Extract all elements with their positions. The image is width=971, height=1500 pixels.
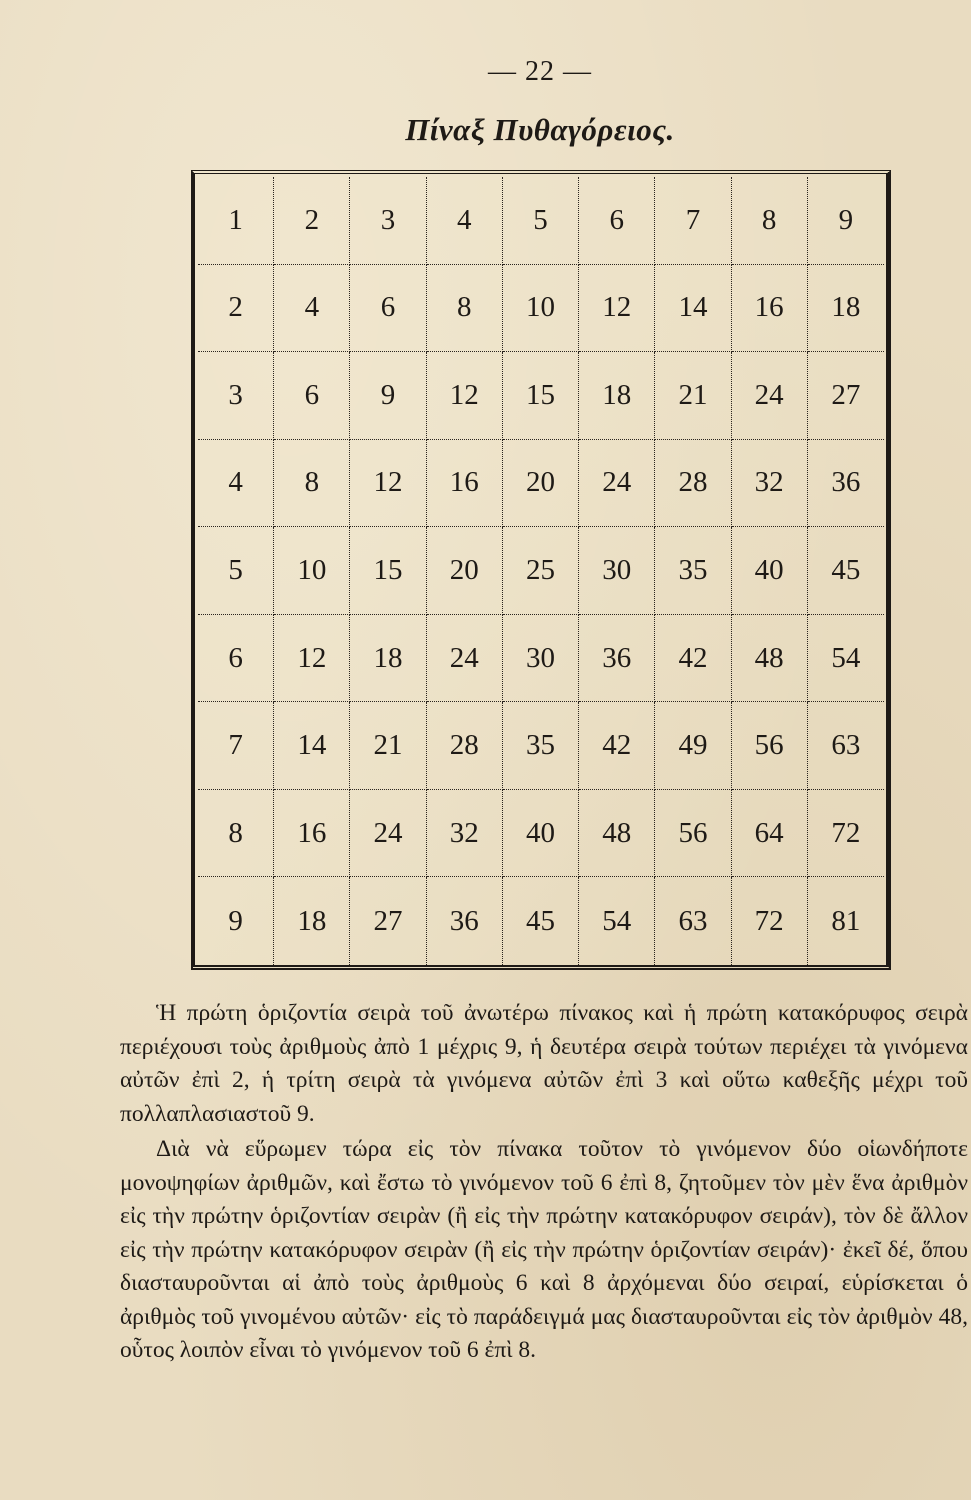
paragraph-2: Διὰ νὰ εὕρωμεν τώρα εἰς τὸν πίνακα τοῦτον τὸ γινόμενον δύο οἱωνδήποτε μονοψηφίων ἀριθμῶν, καὶ ἔστω τὸ γινόμενον τοῦ 6 ἐπὶ 8, ζητοῦμεν τὸν μὲν ἕνα ἀριθμὸν εἰς τὴν πρώτην ὁριζοντίαν σειρὰν (ἢ εἰς τὴν πρώτην κατακόρυφον σειράν), τὸν δὲ ἄλλον εἰς τὴν πρώτην κατακόρυφον σειρὰν (ἢ εἰς τὴν πρώτην ὁριζοντίαν σειράν)· ἐκεῖ δέ, ὅπου διασταυροῦνται αἱ ἀπὸ τοὺς ἀριθμοὺς 6 καὶ 8 ἀρχόμεναι δύο σειραί, εὑρίσκεται ὁ ἀριθμὸς τοῦ γινομένου αὐτῶν· εἰς τὸ παράδειγμά μας διασταυροῦνται εἰς τὸν ἀριθμὸν 48, οὗτος λοιπὸν εἶναι τὸ γινόμενον τοῦ 6 ἐπὶ 8. — [120, 1136, 968, 1363]
table-cell: 7 — [655, 177, 731, 265]
table-cell: 14 — [274, 702, 350, 790]
table-cell: 15 — [350, 527, 426, 615]
table-cell: 12 — [274, 615, 350, 703]
table-cell: 14 — [655, 265, 731, 353]
table-cell: 32 — [427, 790, 503, 878]
table-cell: 4 — [198, 440, 274, 528]
table-cell: 16 — [732, 265, 808, 353]
table-cell: 9 — [808, 177, 884, 265]
table-cell: 56 — [732, 702, 808, 790]
table-cell: 10 — [274, 527, 350, 615]
table-cell: 16 — [427, 440, 503, 528]
table-cell: 6 — [198, 615, 274, 703]
table-cell: 24 — [732, 352, 808, 440]
table-cell: 32 — [732, 440, 808, 528]
table-cell: 24 — [350, 790, 426, 878]
table-cell: 35 — [503, 702, 579, 790]
table-cell: 36 — [579, 615, 655, 703]
table-cell: 12 — [427, 352, 503, 440]
table-cell: 6 — [350, 265, 426, 353]
table-cell: 20 — [503, 440, 579, 528]
paragraph-1: Ἡ πρώτη ὁριζοντία σειρὰ τοῦ ἀνωτέρω πίνακος καὶ ἡ πρώτη κατακόρυφος σειρὰ περιέχουσι τοὺς ἀριθμοὺς ἀπὸ 1 μέχρις 9, ἡ δευτέρα σειρὰ τούτων περιέχει τὰ γινόμενα αὐτῶν ἐπὶ 2, ἡ τρίτη σειρὰ τὰ γινόμενα αὐτῶν ἐπὶ 3 καὶ οὕτω καθεξῆς μέχρι τοῦ πολλαπλασιαστοῦ 9. — [120, 1000, 968, 1127]
table-cell: 72 — [808, 790, 884, 878]
table-cell: 49 — [655, 702, 731, 790]
table-cell: 9 — [198, 877, 274, 965]
table-cell: 5 — [503, 177, 579, 265]
table-cell: 48 — [579, 790, 655, 878]
table-cell: 45 — [808, 527, 884, 615]
table-cell: 4 — [274, 265, 350, 353]
table-cell: 18 — [808, 265, 884, 353]
table-cell: 12 — [579, 265, 655, 353]
table-cell: 24 — [579, 440, 655, 528]
table-cell: 8 — [198, 790, 274, 878]
table-cell: 8 — [732, 177, 808, 265]
table-cell: 48 — [732, 615, 808, 703]
table-cell: 64 — [732, 790, 808, 878]
table-cell: 16 — [274, 790, 350, 878]
table-cell: 15 — [503, 352, 579, 440]
table-cell: 63 — [808, 702, 884, 790]
table-cell: 42 — [579, 702, 655, 790]
table-cell: 9 — [350, 352, 426, 440]
table-cell: 4 — [427, 177, 503, 265]
table-cell: 30 — [503, 615, 579, 703]
table-title: Πίναξ Πυθαγόρειος. — [405, 112, 675, 147]
table-cell: 2 — [274, 177, 350, 265]
table-cell: 56 — [655, 790, 731, 878]
table-cell: 21 — [350, 702, 426, 790]
table-cell: 18 — [579, 352, 655, 440]
table-cell: 18 — [350, 615, 426, 703]
multiplication-table — [198, 177, 884, 965]
table-cell: 3 — [350, 177, 426, 265]
table-cell: 36 — [808, 440, 884, 528]
table-cell: 20 — [427, 527, 503, 615]
table-cell: 12 — [350, 440, 426, 528]
table-cell: 63 — [655, 877, 731, 965]
table-cell: 5 — [198, 527, 274, 615]
table-cell: 2 — [198, 265, 274, 353]
table-cell: 27 — [350, 877, 426, 965]
table-cell: 42 — [655, 615, 731, 703]
table-cell: 35 — [655, 527, 731, 615]
table-cell: 7 — [198, 702, 274, 790]
table-cell: 40 — [503, 790, 579, 878]
table-cell: 24 — [427, 615, 503, 703]
table-cell: 8 — [427, 265, 503, 353]
page-number: — 22 — — [488, 56, 592, 87]
table-cell: 28 — [655, 440, 731, 528]
table-cell: 18 — [274, 877, 350, 965]
table-cell: 28 — [427, 702, 503, 790]
body-text — [120, 997, 968, 1368]
table-cell: 1 — [198, 177, 274, 265]
table-cell: 6 — [579, 177, 655, 265]
table-cell: 45 — [503, 877, 579, 965]
table-cell: 54 — [808, 615, 884, 703]
table-cell: 3 — [198, 352, 274, 440]
table-cell: 40 — [732, 527, 808, 615]
table-cell: 10 — [503, 265, 579, 353]
table-cell: 72 — [732, 877, 808, 965]
table-cell: 6 — [274, 352, 350, 440]
table-cell: 36 — [427, 877, 503, 965]
table-cell: 21 — [655, 352, 731, 440]
table-cell: 27 — [808, 352, 884, 440]
table-cell: 25 — [503, 527, 579, 615]
table-cell: 81 — [831, 904, 861, 937]
table-cell: 30 — [579, 527, 655, 615]
table-cell: 54 — [579, 877, 655, 965]
table-cell: 8 — [274, 440, 350, 528]
